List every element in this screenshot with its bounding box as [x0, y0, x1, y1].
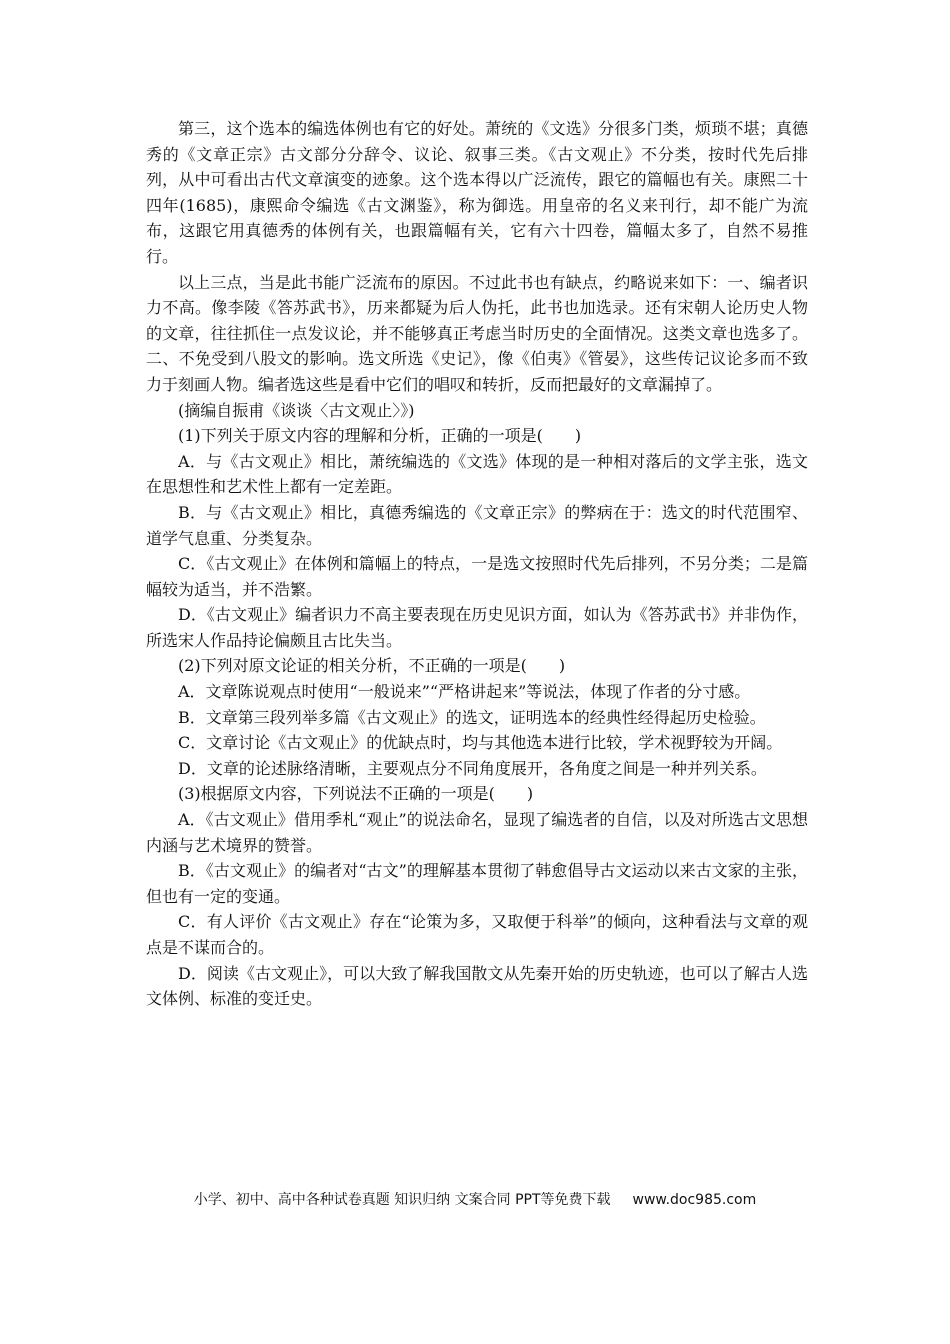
footer-site: www.doc985.com — [632, 1192, 757, 1208]
question-3-option-d: D．阅读《古文观止》，可以大致了解我国散文从先秦开始的历史轨迹，也可以了解古人选文体例、标准的变迁史。 — [146, 963, 808, 1009]
question-2-option-c: C．文章讨论《古文观止》的优缺点时，均与其他选本进行比较，学术视野较为开阔。 — [178, 733, 783, 753]
question-3-option-b: B．《古文观止》的编者对“古文”的理解基本贯彻了韩愈倡导古文运动以来古文家的主张，但也有一定的变通。 — [146, 861, 808, 906]
question-3-stem: (3)根据原文内容，下列说法不正确的一项是( ) — [178, 784, 534, 804]
paragraph-editing-style: 第三，这个选本的编选体例也有它的好处。萧统的《文选》分很多门类，烦琐不堪；真德秀的《文章正宗》古文部分分辞令、议论、叙事三类。《古文观止》不分类，按时代先后排列，从中可看出古代文章演变的迹象。这个选本得以广泛流传，跟它的篇幅也有关。康熙二十四年(1685)，康熙命令编选《古文渊鉴》，称为御选。用皇帝的名义来刊行，却不能广为流布，这跟它用真德秀的体例有关，也跟篇幅有关，它有六十四卷，篇幅太多了，自然不易推行。 — [146, 119, 808, 266]
question-1-option-b: B．与《古文观止》相比，真德秀编选的《文章正宗》的弊病在于：选文的时代范围窄、道学气息重、分类复杂。 — [146, 502, 808, 548]
question-2-option-d: D．文章的论述脉络清晰，主要观点分不同角度展开，各角度之间是一种并列关系。 — [178, 758, 767, 778]
question-1-option-d: D．《古文观止》编者识力不高主要表现在历史见识方面，如认为《答苏武书》并非伪作，所选宋人作品持论偏颇且古比失当。 — [146, 605, 808, 650]
footer-text: 小学、初中、高中各种试卷真题 知识归纳 文案合同 PPT等免费下载 — [193, 1192, 611, 1208]
question-3-option-a: A．《古文观止》借用季札“观止”的说法命名，显现了编选者的自信，以及对所选古文思想内涵与艺术境界的赞誉。 — [146, 810, 808, 855]
question-1-option-c: C．《古文观止》在体例和篇幅上的特点，一是选文按照时代先后排列，不另分类；二是篇幅较为适当，并不浩繁。 — [146, 554, 808, 599]
question-2-option-a: A．文章陈说观点时使用“一般说来”“严格讲起来”等说法，体现了作者的分寸感。 — [178, 682, 751, 702]
document-body — [146, 116, 808, 1012]
question-1-option-a: A．与《古文观止》相比，萧统编选的《文选》体现的是一种相对落后的文学主张，选文在思想性和艺术性上都有一定差距。 — [146, 451, 808, 497]
question-2-option-b: B．文章第三段列举多篇《古文观止》的选文，证明选本的经典性经得起历史检验。 — [178, 707, 766, 727]
source-citation: (摘编自振甫《谈谈〈古文观止〉》) — [178, 400, 415, 420]
paragraph-shortcomings: 以上三点，当是此书能广泛流布的原因。不过此书也有缺点，约略说来如下：一、编者识力不高。像李陵《答苏武书》，历来都疑为后人伪托，此书也加选录。还有宋朝人论历史人物的文章，往往抓住一点发议论，并不能够真正考虑当时历史的全面情况。这类文章也选多了。二、不免受到八股文的影响。选文所选《史记》，像《伯夷》《管晏》，这些传记议论多而不致力于刻画人物。编者选这些是看中它们的唱叹和转折，反而把最好的文章漏掉了。 — [146, 272, 808, 394]
question-1-stem: (1)下列关于原文内容的理解和分析，正确的一项是( ) — [178, 426, 582, 446]
page-footer — [0, 1189, 950, 1209]
question-2-stem: (2)下列对原文论证的相关分析，不正确的一项是( ) — [178, 656, 566, 676]
question-3-option-c: C．有人评价《古文观止》存在“论策为多，又取便于科举”的倾向，这种看法与文章的观点是不谋而合的。 — [146, 912, 808, 957]
